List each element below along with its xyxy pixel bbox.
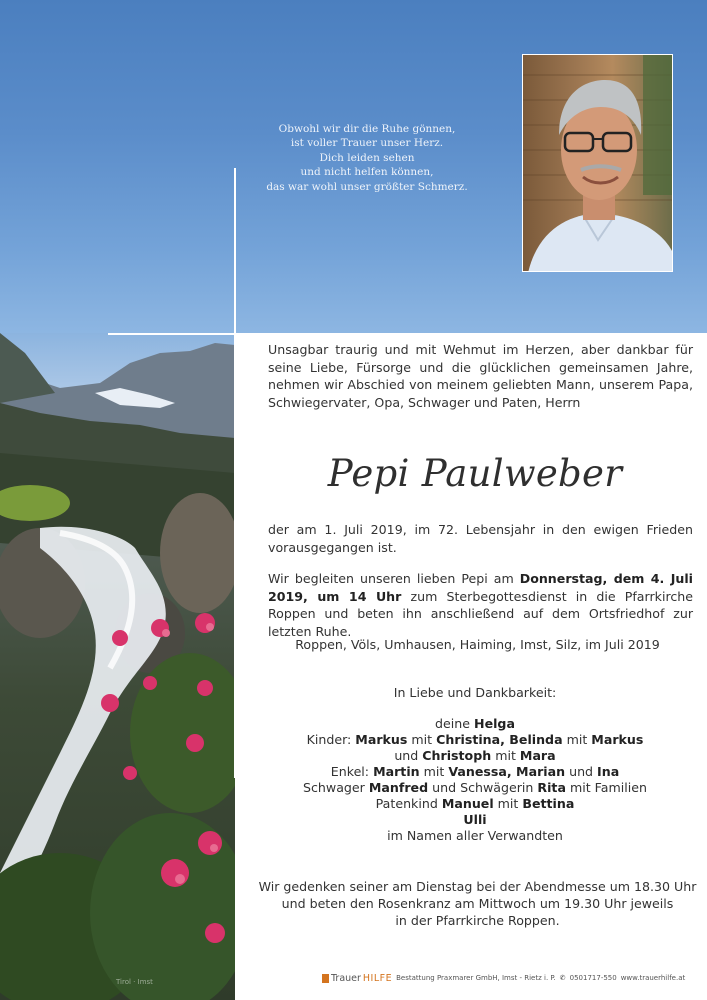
footer-company: Bestattung Praxmarer GmbH, Imst - Rietz i. P. bbox=[396, 974, 556, 982]
mourner-line: im Namen aller Verwandten bbox=[387, 828, 563, 843]
closing-phrase: In Liebe und Dankbarkeit: bbox=[393, 685, 557, 700]
deceased-name: Pepi Paulweber bbox=[327, 452, 623, 495]
phone-icon: ✆ bbox=[559, 974, 566, 982]
cross-horizontal-beam bbox=[108, 333, 458, 335]
mass-line: Wir gedenken seiner am Dienstag bei der Abendmesse um 18.30 Uhr bbox=[258, 879, 697, 894]
mass-line: und beten den Rosenkranz am Mittwoch um 19.30 Uhr jeweils bbox=[281, 896, 674, 911]
photo-watermark: Tirol · Imst bbox=[116, 978, 153, 986]
poem-line: Dich leiden sehen bbox=[319, 151, 415, 164]
places-date: Roppen, Völs, Umhausen, Haiming, Imst, Silz, im Juli 2019 bbox=[295, 637, 660, 652]
logo-mark-icon bbox=[322, 974, 329, 983]
mourner-line: Patenkind Manuel mit Bettina bbox=[375, 796, 575, 811]
landscape-photo bbox=[0, 333, 235, 1000]
footer bbox=[322, 971, 685, 985]
cross-vertical-beam bbox=[234, 168, 236, 778]
poem bbox=[252, 122, 482, 194]
footer-phone: 0501717-550 bbox=[569, 974, 617, 982]
mourner-line: Schwager Manfred und Schwägerin Rita mit Familien bbox=[303, 780, 647, 795]
poem-line: und nicht helfen können, bbox=[300, 166, 434, 179]
portrait-photo bbox=[522, 54, 673, 272]
poem-line: das war wohl unser größter Schmerz. bbox=[266, 180, 468, 193]
footer-web[interactable]: www.trauerhilfe.at bbox=[620, 974, 686, 982]
portrait-illustration bbox=[523, 55, 673, 272]
mourner-line: deine Helga bbox=[435, 716, 515, 731]
memorial-mass bbox=[255, 878, 700, 929]
poem-line: Obwohl wir dir die Ruhe gönnen, bbox=[278, 123, 456, 135]
funeral-date: Donnerstag, dem 4. Juli 2019, um 14 Uhr bbox=[268, 571, 693, 604]
mourner-line: und Christoph mit Mara bbox=[394, 748, 556, 763]
poem-line: ist voller Trauer unser Herz. bbox=[290, 137, 444, 150]
funeral-details bbox=[268, 570, 693, 640]
landscape-illustration bbox=[0, 333, 235, 1000]
mourner-line: Enkel: Martin mit Vanessa, Marian und Ina bbox=[330, 764, 620, 779]
mourner-line: Ulli bbox=[463, 812, 487, 827]
mourners-list bbox=[255, 716, 695, 844]
death-notice: der am 1. Juli 2019, im 72. Lebensjahr in den ewigen Frieden vorausgegangen ist. bbox=[268, 522, 693, 555]
mourner-line: Kinder: Markus mit Christina, Belinda mit Markus bbox=[306, 732, 644, 747]
funeral-text: zum Sterbegottesdienst in die Pfarrkirche Roppen und beten ihn anschließend auf dem Ortsfriedhof zur letzten Ruhe. bbox=[268, 588, 694, 639]
trauerhilfe-logo: Trauer HILFE bbox=[322, 973, 392, 984]
mass-line: in der Pfarrkirche Roppen. bbox=[395, 913, 560, 928]
intro-paragraph: Unsagbar traurig und mit Wehmut im Herzen, aber dankbar für seine Liebe, Fürsorge und die glücklichen gemeinsamen Jahre, nehmen wir Abschied von meinem geliebten Mann, unserem Papa, Schwiegervater, Opa, Schwager und Paten, Herrn bbox=[268, 342, 693, 410]
funeral-text: Wir begleiten unseren lieben Pepi am bbox=[268, 571, 520, 586]
